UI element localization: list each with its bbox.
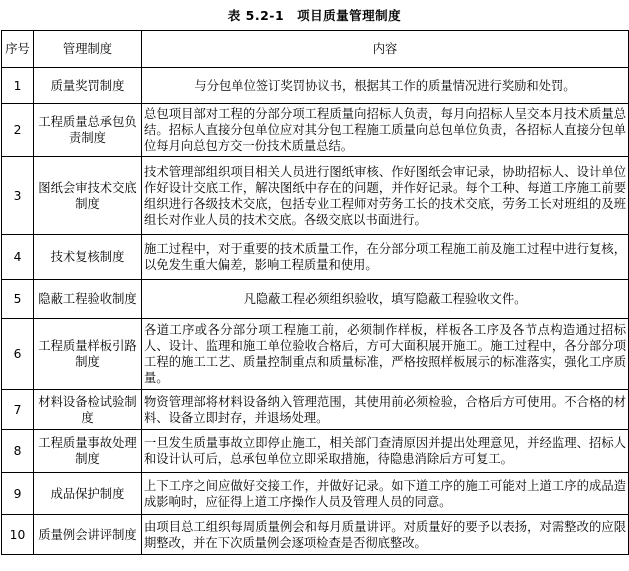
table-row: [2, 430, 629, 473]
row-content: 技术管理部组织项目相关人员进行图纸审核、作好图纸会审记录，协助招标人、设计单位作好设计交底工作，解决图纸中存在的问题，并作好记录。每个工种、每道工序施工前要组织进行各级技术交底，包括专业工程师对劳务工长的技术交底，劳务工长对班组的及班组长对作业人员的技术交底。各级交底以书面进行。: [142, 157, 629, 235]
row-system: 材料设备检试验制度: [34, 390, 142, 430]
row-content: 一旦发生质量事故立即停止施工，相关部门查清原因并提出处理意见，并经监理、招标人和设计认可后，总承包单位立即采取措施，待隐患消除后方可复工。: [142, 430, 629, 473]
row-system: 工程质量样板引路制度: [34, 319, 142, 390]
row-system: 成品保护制度: [34, 473, 142, 515]
table-row: [2, 390, 629, 430]
header-content: 内容: [142, 31, 629, 68]
table-row: [2, 235, 629, 280]
table-row: [2, 157, 629, 235]
table-title: 表 5.2-1 项目质量管理制度: [227, 8, 402, 23]
row-content: 与分包单位签订奖罚协议书，根据其工作的质量情况进行奖励和处罚。: [142, 68, 629, 104]
row-content: 凡隐蔽工程必须组织验收，填写隐蔽工程验收文件。: [142, 280, 629, 319]
table-row: [2, 319, 629, 390]
row-no: 1: [2, 68, 34, 104]
row-no: 2: [2, 104, 34, 157]
row-no: 4: [2, 235, 34, 280]
table-header-row: [2, 31, 629, 68]
row-system: 质量奖罚制度: [34, 68, 142, 104]
table-row: [2, 473, 629, 515]
row-content: 由项目总工组织每周质量例会和每月质量讲评。对质量好的要予以表扬，对需整改的应限期整改，并在下次质量例会逐项检查是否彻底整改。: [142, 515, 629, 555]
table-row: [2, 280, 629, 319]
row-no: 9: [2, 473, 34, 515]
row-content: 物资管理部将材料设备纳入管理范围，其使用前必须检验，合格后方可使用。不合格的材料、设备立即封存，并退场处理。: [142, 390, 629, 430]
table-row: [2, 104, 629, 157]
row-content: 总包项目部对工程的分部分项工程质量向招标人负责，每月向招标人呈交本月技术质量总结。招标人直接分包单位应对其分包工程施工质量向总包单位负责，各招标人直接分包单位每月向总包方交一份技术质量总结。: [142, 104, 629, 157]
row-content: 上下工序之间应做好交接工作，并做好记录。如下道工序的施工可能对上道工序的成品造成影响时，应征得上道工序操作人员及管理人员的同意。: [142, 473, 629, 515]
row-no: 7: [2, 390, 34, 430]
header-no: 序号: [2, 31, 34, 68]
row-no: 10: [2, 515, 34, 555]
row-no: 5: [2, 280, 34, 319]
row-system: 隐蔽工程验收制度: [34, 280, 142, 319]
table-row: [2, 68, 629, 104]
row-system: 工程质量事故处理制度: [34, 430, 142, 473]
quality-management-table: [1, 30, 629, 555]
row-system: 图纸会审技术交底制度: [34, 157, 142, 235]
row-no: 6: [2, 319, 34, 390]
row-system: 质量例会讲评制度: [34, 515, 142, 555]
row-system: 技术复核制度: [34, 235, 142, 280]
row-content: 各道工序或各分部分项工程施工前，必须制作样板，样板各工序及各节点构造通过招标人、设计、监理和施工单位验收合格后，方可大面积展开施工。施工过程中，各分部分项工程的施工工艺、质量控制重点和质量标准，严格按照样板展示的标准落实，强化工序质量。: [142, 319, 629, 390]
row-system: 工程质量总承包负责制度: [34, 104, 142, 157]
header-system: 管理制度: [34, 31, 142, 68]
row-no: 3: [2, 157, 34, 235]
table-row: [2, 515, 629, 555]
row-content: 施工过程中，对于重要的技术质量工作，在分部分项工程施工前及施工过程中进行复核，以免发生重大偏差，影响工程质量和使用。: [142, 235, 629, 280]
row-no: 8: [2, 430, 34, 473]
